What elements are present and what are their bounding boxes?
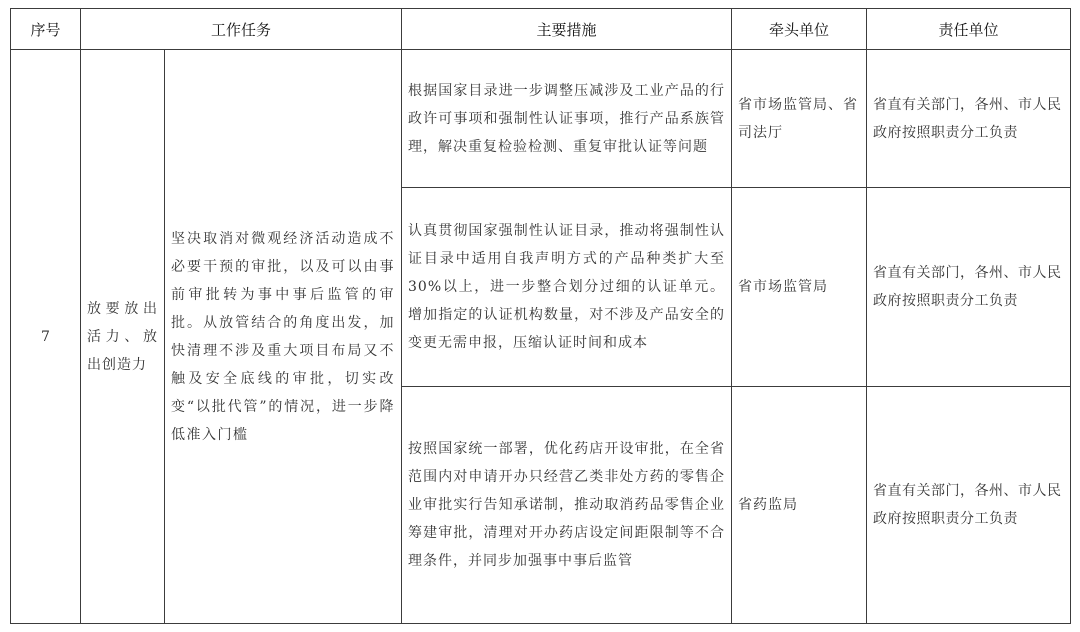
- measure-cell: 认真贯彻国家强制性认证目录，推动将强制性认证目录中适用自我声明方式的产品种类扩大至30%以上，进一步整合划分过细的认证单元。增加指定的认证机构数量，对不涉及产品安全的变更无需申报，压缩认证时间和成本: [402, 188, 732, 387]
- row-category: [81, 50, 165, 624]
- row-category-text: 放要放出活力、放出创造力: [87, 300, 158, 373]
- row-task-text: 坚决取消对微观经济活动造成不必要干预的审批，以及可以由事前审批转为事中事后监管的审批。从放管结合的角度出发，加快清理不涉及重大项目布局又不触及安全底线的审批，切实改变“以批代管”的情况，进一步降低准入门槛: [171, 230, 396, 443]
- table-header-row: [11, 9, 1071, 50]
- measure-cell: 根据国家目录进一步调整压减涉及工业产品的行政许可事项和强制性认证事项，推行产品系族管理，解决重复检验检测、重复审批认证等问题: [402, 50, 732, 188]
- header-lead-unit: 牵头单位: [732, 9, 867, 50]
- header-seq: 序号: [11, 9, 81, 50]
- header-task: 工作任务: [81, 9, 402, 50]
- lead-unit-cell: 省药监局: [732, 387, 867, 624]
- table-row: [11, 50, 1071, 188]
- resp-unit-cell: 省直有关部门，各州、市人民政府按照职责分工负责: [867, 387, 1071, 624]
- header-measures: 主要措施: [402, 9, 732, 50]
- header-resp-unit: 责任单位: [867, 9, 1071, 50]
- row-task: [165, 50, 402, 624]
- policy-table-page: [10, 8, 1070, 624]
- lead-unit-cell: 省市场监管局、省司法厅: [732, 50, 867, 188]
- lead-unit-cell: 省市场监管局: [732, 188, 867, 387]
- resp-unit-cell: 省直有关部门，各州、市人民政府按照职责分工负责: [867, 50, 1071, 188]
- row-seq: 7: [11, 50, 81, 624]
- policy-task-table: [10, 8, 1071, 624]
- measure-cell: 按照国家统一部署，优化药店开设审批，在全省范围内对申请开办只经营乙类非处方药的零售企业审批实行告知承诺制，推动取消药品零售企业筹建审批，清理对开办药店设定间距限制等不合理条件，并同步加强事中事后监管: [402, 387, 732, 624]
- resp-unit-cell: 省直有关部门，各州、市人民政府按照职责分工负责: [867, 188, 1071, 387]
